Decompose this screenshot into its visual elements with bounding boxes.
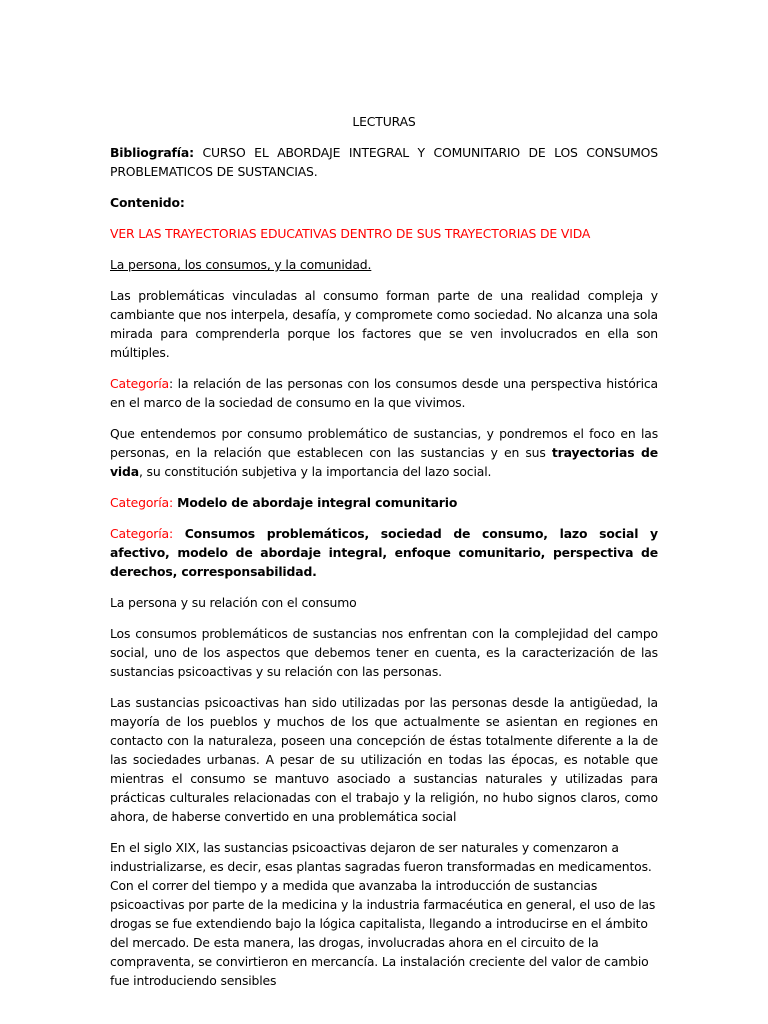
bibliography-text: CURSO EL ABORDAJE INTEGRAL Y COMUNITARIO DE LOS CONSUMOS PROBLEMATICOS DE SUSTANCIAS.	[110, 145, 658, 179]
section-heading-2: La persona y su relación con el consumo	[110, 595, 357, 610]
paragraph-2-after: , su constitución subjetiva y la importancia del lazo social.	[138, 464, 492, 479]
category-2-label: Categoría	[110, 495, 169, 510]
paragraph-1: Las problemáticas vinculadas al consumo forman parte de una realidad compleja y cambiante que nos interpela, desafía, y compromete como sociedad. No alcanza una sola mirada para comprenderla porque los factores que se ven involucrados en ella son múltiples.	[110, 288, 658, 360]
document-title: LECTURAS	[352, 114, 416, 129]
section-heading-1-text: La persona, los consumos, y la comunidad.	[110, 257, 372, 272]
category-2-colon: :	[168, 495, 173, 510]
category-3-paragraph	[110, 524, 658, 581]
bibliography-label: Bibliografía:	[110, 145, 194, 160]
category-2-text: Modelo de abordaje integral comunitario	[172, 495, 458, 510]
paragraph-2-before: Que entendemos por consumo problemático de sustancias, y pondremos el foco en las personas, en la relación que establecen con las sustancias y en sus	[110, 426, 658, 460]
category-3-label: Categoría	[110, 526, 169, 541]
bibliography-paragraph	[110, 143, 658, 181]
section-heading-1	[110, 255, 658, 274]
category-1-paragraph	[110, 374, 658, 412]
category-3-colon: :	[168, 526, 173, 541]
content-label: Contenido:	[110, 195, 185, 210]
category-1-text: : la relación de las personas con los consumos desde una perspectiva histórica en el marco de la sociedad de consumo en la que vivimos.	[110, 376, 658, 410]
paragraph-3: Los consumos problemáticos de sustancias nos enfrentan con la complejidad del campo social, uno de los aspectos que debemos tener en cuenta, es la caracterización de las sustancias psicoactivas y su relación con las personas.	[110, 626, 658, 679]
category-3-text: Consumos problemáticos, sociedad de consumo, lazo social y afectivo, modelo de abordaje integral, enfoque comunitario, perspectiva de derechos, corresponsabilidad.	[110, 526, 658, 579]
content-label-paragraph	[110, 193, 658, 212]
paragraph-2	[110, 424, 658, 481]
paragraph-2-bold: trayectorias de vida	[110, 445, 658, 479]
category-2-paragraph	[110, 493, 658, 512]
paragraph-5: En el siglo XIX, las sustancias psicoactivas dejaron de ser naturales y comenzaron a industrializarse, es decir, esas plantas sagradas fueron transformadas en medicamentos. Con el correr del tiempo y a medida que avanzaba la introducción de sustancias psicoactivas por parte de la medicina y la industria farmacéutica en general, el uso de las drogas se fue extendiendo bajo la lógica capitalista, llegando a introducirse en el ámbito del mercado. De esta manera, las drogas, involucradas ahora en el circuito de la compraventa, se convirtieron en mercancía. La instalación creciente del valor de cambio fue introduciendo sensibles	[110, 840, 656, 988]
category-1-label: Categoría	[110, 376, 169, 391]
document-page	[110, 112, 658, 1002]
red-heading: VER LAS TRAYECTORIAS EDUCATIVAS DENTRO DE SUS TRAYECTORIAS DE VIDA	[110, 226, 591, 241]
paragraph-4: Las sustancias psicoactivas han sido utilizadas por las personas desde la antigüedad, la mayoría de los pueblos y muchos de los que actualmente se asientan en regiones en contacto con la naturaleza, poseen una concepción de éstas totalmente diferente a la de las sociedades urbanas. A pesar de su utilización en todas las épocas, es notable que mientras el consumo se mantuvo asociado a sustancias naturales y utilizadas para prácticas culturales relacionadas con el trabajo y la religión, no hubo signos claros, como ahora, de haberse convertido en una problemática social	[110, 695, 658, 824]
